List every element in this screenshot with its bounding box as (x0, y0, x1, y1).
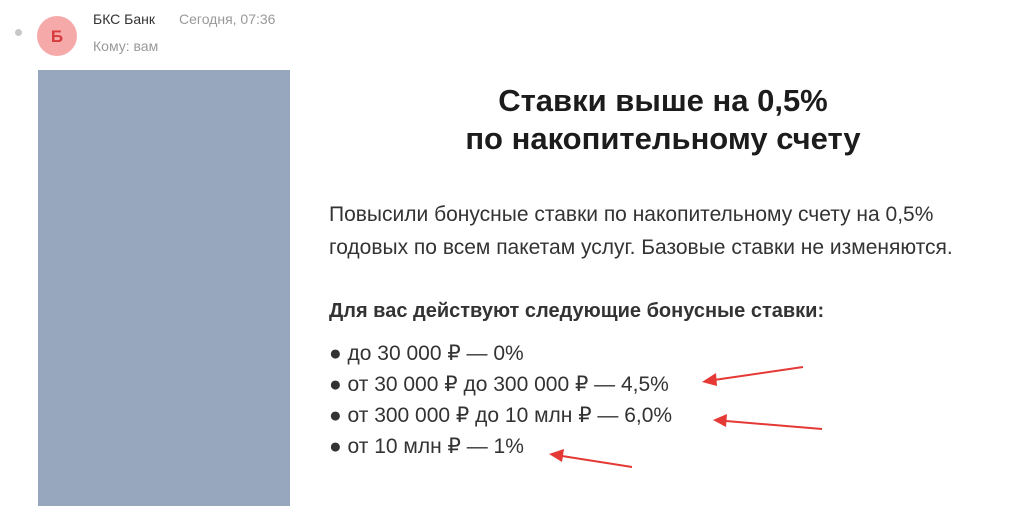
annotation-arrow (713, 414, 822, 429)
rate-item: ● от 300 000 ₽ до 10 млн ₽ — 6,0% (329, 404, 673, 427)
sender-name[interactable]: БКС Банк (93, 11, 156, 27)
intro-paragraph (329, 198, 1009, 264)
title-line: Ставки выше на 0,5% (498, 83, 828, 118)
sender-avatar[interactable] (37, 16, 77, 56)
avatar-letter: Б (50, 26, 64, 46)
paragraph-line: годовых по всем пакетам услуг. Базовые ставки не изменяются. (329, 236, 953, 259)
title-line: по накопительному счету (465, 121, 861, 156)
rates-list (329, 338, 672, 462)
annotation-arrow (702, 367, 803, 386)
unread-dot (15, 29, 22, 36)
paragraph-line: Повысили бонусные ставки по накопительному счету на 0,5% (329, 203, 934, 226)
rates-heading: Для вас действуют следующие бонусные ставки: (329, 300, 825, 322)
email-banner-image (38, 70, 290, 506)
recipient-line: Кому: вам (93, 38, 159, 54)
rate-item: ● от 10 млн ₽ — 1% (329, 435, 524, 458)
email-date: Сегодня, 07:36 (179, 11, 276, 27)
rate-item: ● от 30 000 ₽ до 300 000 ₽ — 4,5% (329, 373, 669, 396)
rate-item: ● до 30 000 ₽ — 0% (329, 342, 524, 365)
email-title (329, 82, 997, 158)
